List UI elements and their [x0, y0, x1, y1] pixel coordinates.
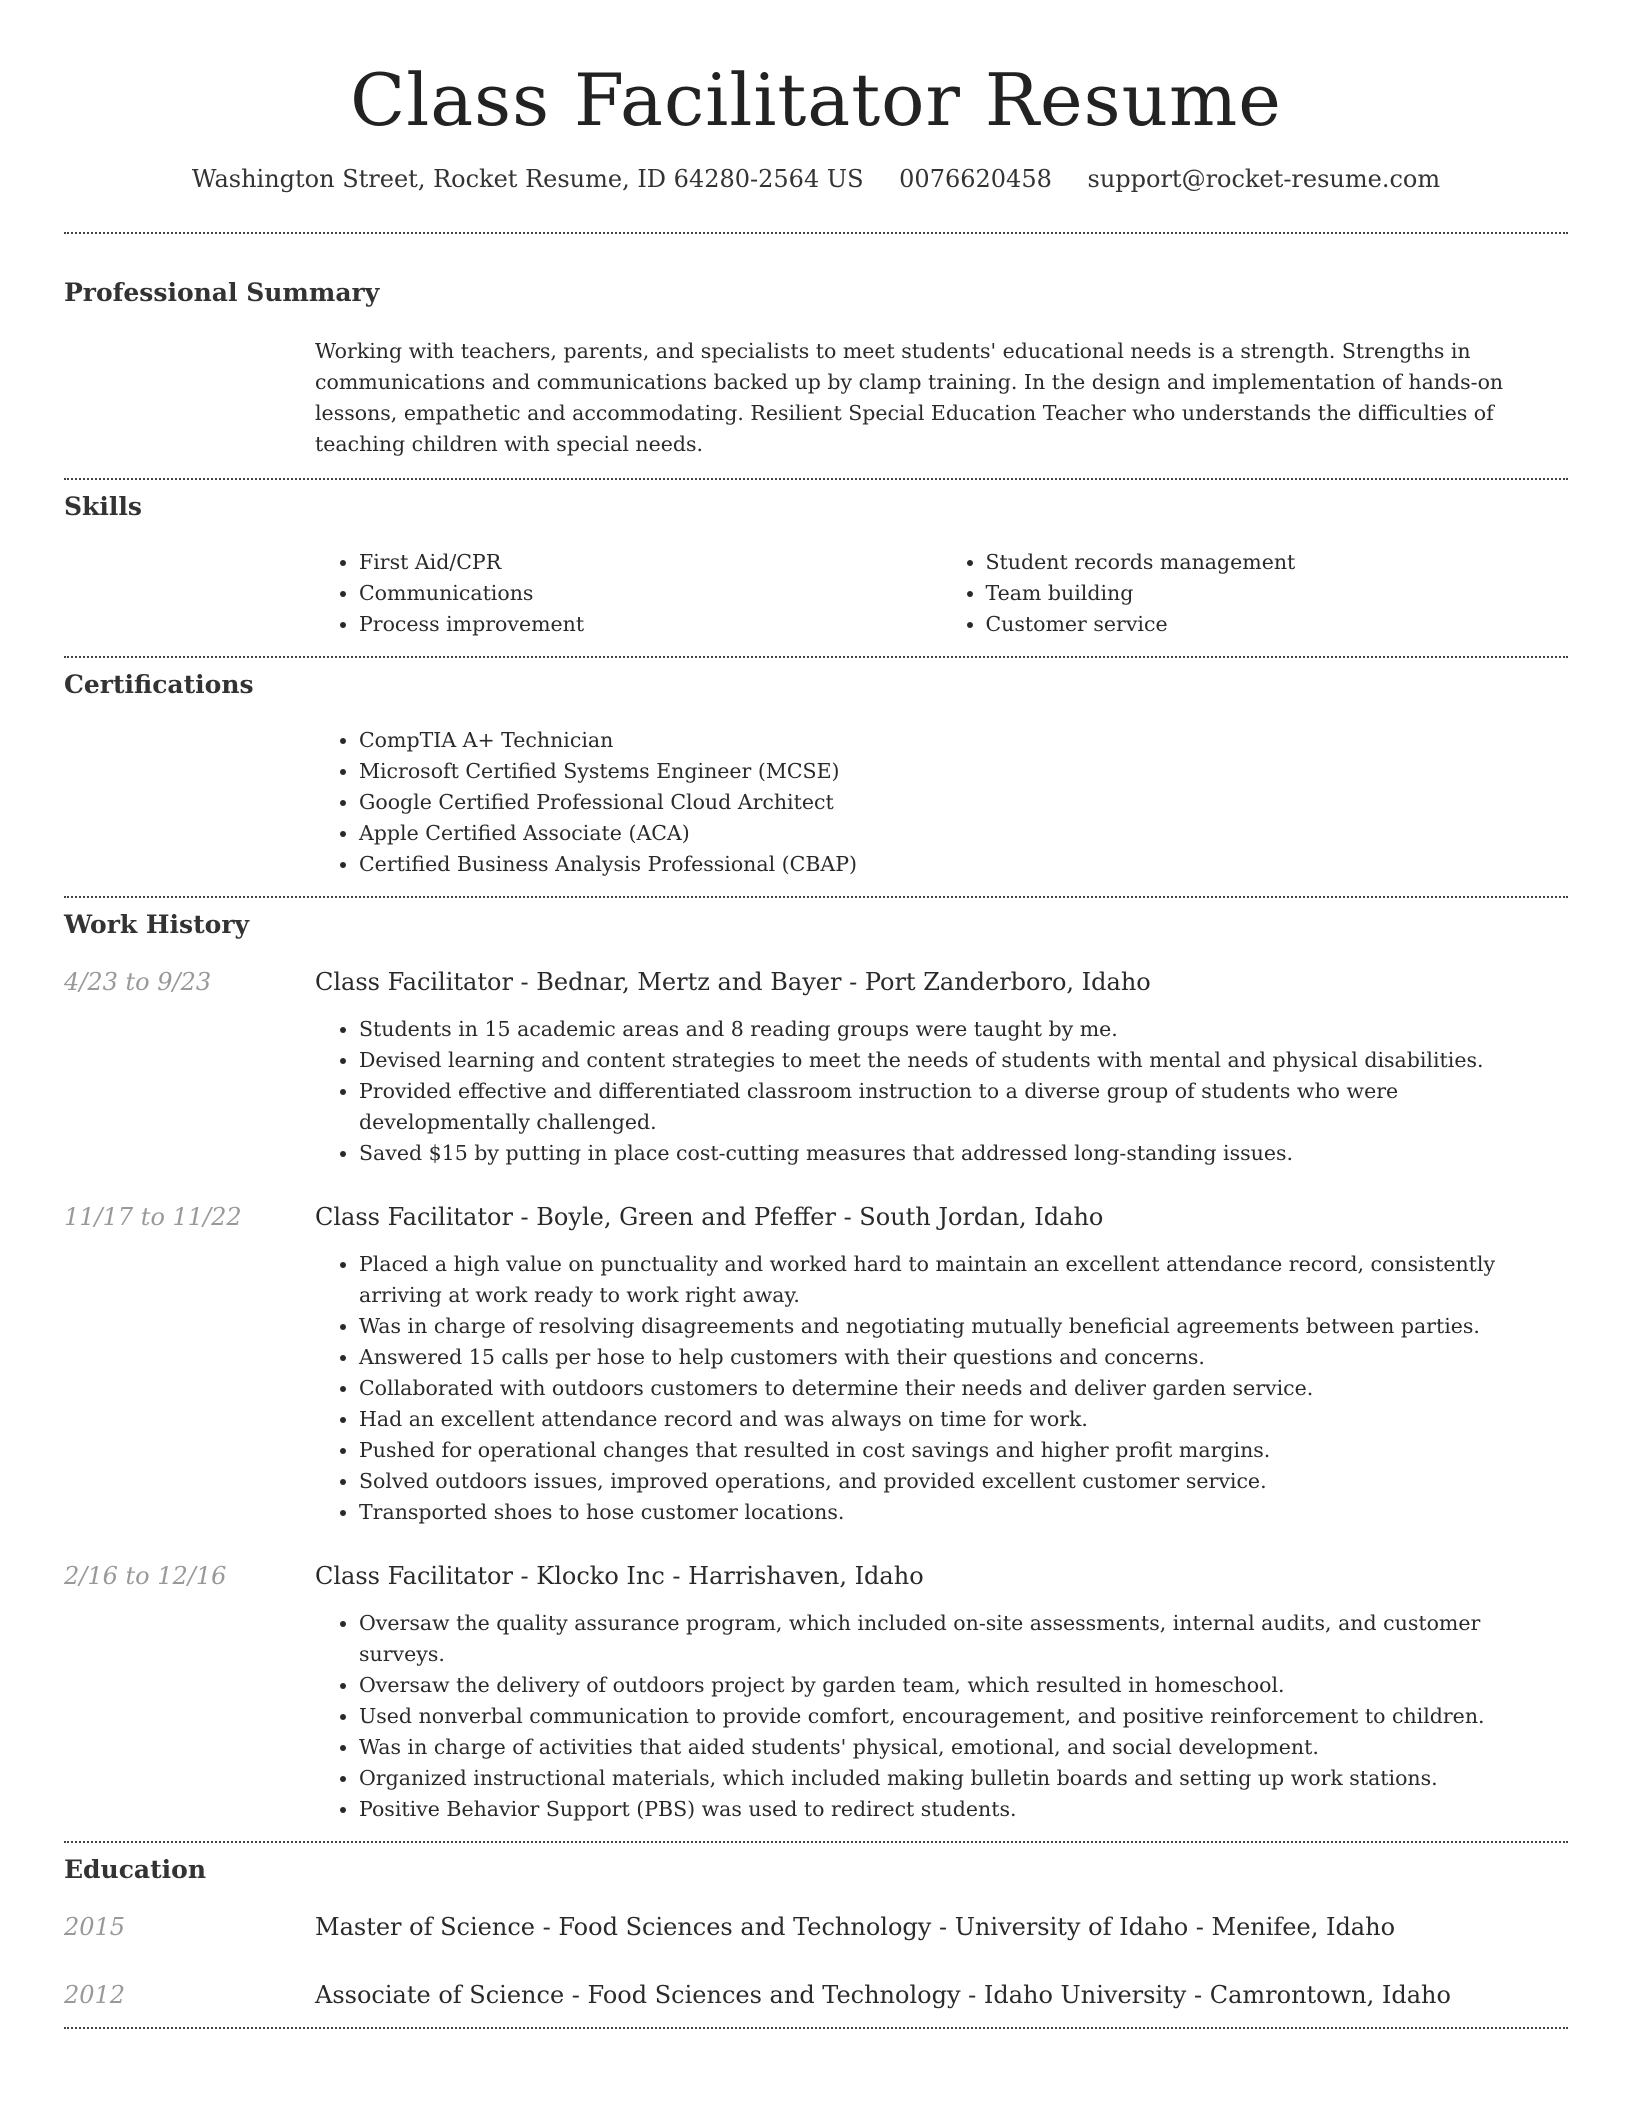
- certifications-list: [315, 725, 1568, 880]
- education-section: [64, 1843, 1568, 2027]
- job-bullet: • Placed a high value on punctuality and worked hard to maintain an excellent attendance record, consistently arriving at work ready to work right away.: [359, 1249, 1568, 1311]
- education-entry: [64, 1911, 1568, 1943]
- education-entry: [64, 1979, 1568, 2011]
- job-bullet: • Positive Behavior Support (PBS) was used to redirect students.: [359, 1794, 1568, 1825]
- skill-item: • Student records management: [986, 547, 1569, 578]
- skills-column-left: [315, 547, 942, 640]
- job-bullet: • Organized instructional materials, which included making bulletin boards and setting up work stations.: [359, 1763, 1568, 1794]
- resume-title: Class Facilitator Resume: [350, 58, 1282, 142]
- job-title: Class Facilitator - Boyle, Green and Pfeffer - South Jordan, Idaho: [315, 1203, 1104, 1231]
- skill-item: • Customer service: [986, 609, 1569, 640]
- education-heading: Education: [64, 1855, 207, 1884]
- contact-phone: 0076620458: [899, 165, 1052, 193]
- skill-item: • Communications: [359, 578, 942, 609]
- skills-column-right: [942, 547, 1569, 640]
- job-title: Class Facilitator - Klocko Inc - Harrishaven, Idaho: [315, 1562, 924, 1590]
- skill-item: • Process improvement: [359, 609, 942, 640]
- skill-item: • First Aid/CPR: [359, 547, 942, 578]
- job-bullets: [315, 1608, 1568, 1825]
- certifications-heading: Certifications: [64, 670, 254, 699]
- job-dates: 4/23 to 9/23: [64, 968, 212, 996]
- job-dates: 11/17 to 11/22: [64, 1203, 242, 1231]
- job-bullet: • Used nonverbal communication to provide comfort, encouragement, and positive reinforcement to children.: [359, 1701, 1568, 1732]
- job-bullet: • Oversaw the delivery of outdoors project by garden team, which resulted in homeschool.: [359, 1670, 1568, 1701]
- certification-item: • Apple Certified Associate (ACA): [359, 818, 1568, 849]
- work-history-heading: Work History: [64, 910, 250, 939]
- resume-header: [64, 0, 1568, 194]
- education-title: Master of Science - Food Sciences and Technology - University of Idaho - Menifee, Idaho: [315, 1913, 1396, 1941]
- certification-item: • Certified Business Analysis Professional (CBAP): [359, 849, 1568, 880]
- job-entry: [64, 966, 1568, 1169]
- job-bullet: • Saved $15 by putting in place cost-cutting measures that addressed long-standing issues.: [359, 1138, 1568, 1169]
- job-bullet: • Answered 15 calls per hose to help customers with their questions and concerns.: [359, 1342, 1568, 1373]
- job-bullet: • Had an excellent attendance record and was always on time for work.: [359, 1404, 1568, 1435]
- contact-email: support@rocket-resume.com: [1087, 165, 1441, 193]
- job-bullet: • Solved outdoors issues, improved operations, and provided excellent customer service.: [359, 1466, 1568, 1497]
- job-bullet: • Was in charge of activities that aided students' physical, emotional, and social development.: [359, 1732, 1568, 1763]
- job-bullet: • Transported shoes to hose customer locations.: [359, 1497, 1568, 1528]
- education-year: 2015: [64, 1913, 126, 1941]
- summary-section: [64, 234, 1568, 478]
- certification-item: • Microsoft Certified Systems Engineer (MCSE): [359, 756, 1568, 787]
- job-entry: [64, 1560, 1568, 1825]
- certifications-section: [64, 658, 1568, 896]
- job-bullet: • Was in charge of resolving disagreements and negotiating mutually beneficial agreements between parties.: [359, 1311, 1568, 1342]
- education-title: Associate of Science - Food Sciences and Technology - Idaho University - Camrontown, Idaho: [315, 1981, 1451, 2009]
- summary-heading: Professional Summary: [64, 278, 380, 307]
- job-bullets: [315, 1249, 1568, 1528]
- contact-line: [64, 164, 1568, 194]
- divider: [64, 2027, 1568, 2029]
- contact-address: Washington Street, Rocket Resume, ID 64280-2564 US: [191, 165, 864, 193]
- certification-item: • CompTIA A+ Technician: [359, 725, 1568, 756]
- education-year: 2012: [64, 1981, 126, 2009]
- job-dates: 2/16 to 12/16: [64, 1562, 227, 1590]
- summary-text: Working with teachers, parents, and specialists to meet students' educational needs is a strength. Strengths in communications and communications backed up by clamp training. In the design and implementation of hands-on lessons, empathetic and accommodating. Resilient Special Education Teacher who understands the difficulties of teaching children with special needs.: [315, 339, 1504, 456]
- job-bullet: • Provided effective and differentiated classroom instruction to a diverse group of students who were developmentally challenged.: [359, 1076, 1568, 1138]
- skills-heading: Skills: [64, 492, 142, 521]
- job-bullet: • Pushed for operational changes that resulted in cost savings and higher profit margins.: [359, 1435, 1568, 1466]
- job-bullet: • Devised learning and content strategies to meet the needs of students with mental and physical disabilities.: [359, 1045, 1568, 1076]
- job-bullet: • Collaborated with outdoors customers to determine their needs and deliver garden service.: [359, 1373, 1568, 1404]
- job-bullets: [315, 1014, 1568, 1169]
- certification-item: • Google Certified Professional Cloud Architect: [359, 787, 1568, 818]
- skill-item: • Team building: [986, 578, 1569, 609]
- job-bullet: • Students in 15 academic areas and 8 reading groups were taught by me.: [359, 1014, 1568, 1045]
- job-entry: [64, 1201, 1568, 1528]
- work-history-section: [64, 898, 1568, 1841]
- job-bullet: • Oversaw the quality assurance program, which included on-site assessments, internal audits, and customer surveys.: [359, 1608, 1568, 1670]
- skills-list: [315, 547, 1568, 640]
- skills-section: [64, 480, 1568, 656]
- job-title: Class Facilitator - Bednar, Mertz and Bayer - Port Zanderboro, Idaho: [315, 968, 1151, 996]
